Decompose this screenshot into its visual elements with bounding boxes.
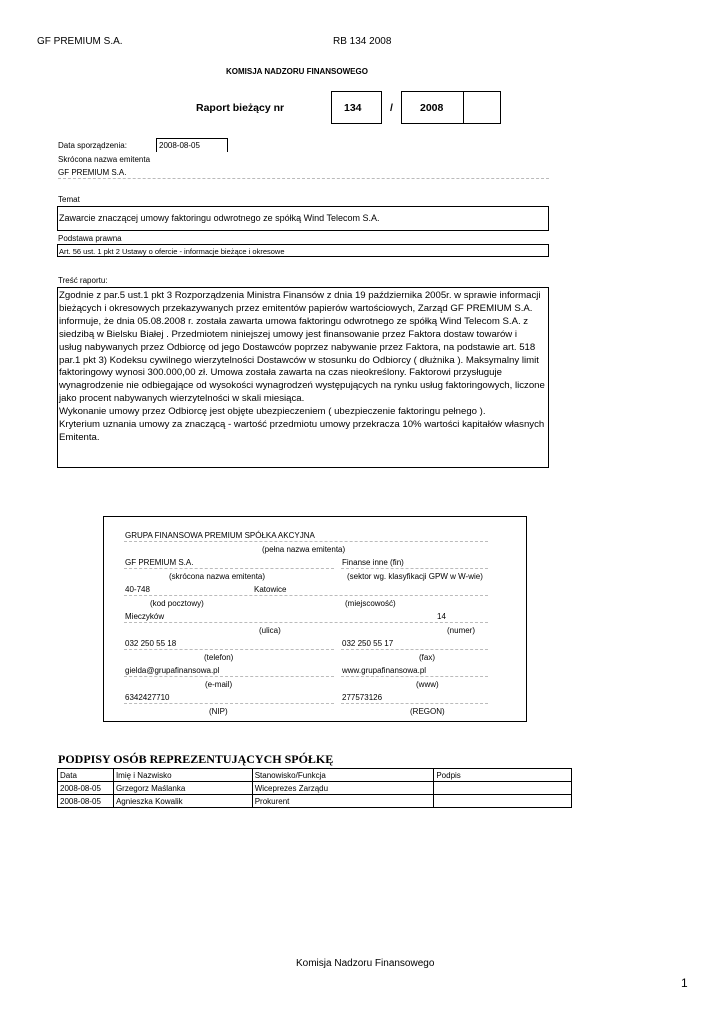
fax-line [341, 649, 488, 650]
report-extra-box [463, 91, 501, 124]
issuer-email-caption: (e-mail) [205, 680, 233, 689]
issuer-street: Mieczyków [125, 612, 165, 621]
issuer-regon: 277573126 [342, 693, 383, 702]
cell-position: Wiceprezes Zarządu [252, 782, 434, 795]
report-year: 2008 [420, 102, 444, 114]
header-cell-date: Data [58, 769, 114, 782]
header-cell-signature: Podpis [434, 769, 572, 782]
issuer-short-name-caption: (skrócona nazwa emitenta) [169, 572, 266, 581]
signatures-table [57, 768, 572, 808]
issuer-www-caption: (www) [416, 680, 439, 689]
regon-line [341, 703, 488, 704]
cell-date: 2008-08-05 [58, 795, 114, 808]
content-line: bieżących i okresowych przekazywanych przez emitentów papierów wartościowych, Zarząd GF PREMIUM S.A. [59, 302, 533, 314]
issuer-sector: Finanse inne (fin) [342, 558, 404, 567]
cell-name: Agnieszka Kowalik [113, 795, 252, 808]
content-line: informuje, że dnia 05.08.2008 r. została zawarta umowa faktoringu odwrotnego ze spółką Wind Telecom S.A. z [59, 315, 529, 327]
issuer-number-caption: (numer) [447, 626, 476, 635]
issuer-phone-caption: (telefon) [204, 653, 234, 662]
sector-line [341, 568, 488, 569]
www-line [341, 676, 488, 677]
authority-title: KOMISJA NADZORU FINANSOWEGO [226, 67, 368, 76]
email-line [124, 676, 334, 677]
full-name-underline [124, 541, 488, 542]
page-header-report-ref: RB 134 2008 [333, 36, 392, 47]
issuer-city-caption: (miejscowość) [345, 599, 396, 608]
content-line: Kryterium uznania umowy za znaczącą - wartość przedmiotu umowy przekracza 10% wartości kapitałów własnych [59, 419, 545, 431]
signatures-header-row [58, 769, 572, 782]
issuer-phone: 032 250 55 18 [125, 639, 177, 648]
content-line: faktoringowy wynosi 300.000,00 zł. Umowa została zawarta na czas nieokreślony. Faktorowi przysługuje [59, 367, 502, 379]
issuer-email: gielda@grupafinansowa.pl [125, 666, 220, 675]
table-row [58, 782, 572, 795]
issuer-short-name: GF PREMIUM S.A. [125, 558, 194, 567]
content-line: Zgodnie z par.5 ust.1 pkt 3 Rozporządzenia Ministra Finansów z dnia 19 października 2005r. w sprawie informacji [59, 290, 541, 301]
issuer-postal-code: 40-748 [125, 585, 150, 594]
table-row [58, 795, 572, 808]
cell-date: 2008-08-05 [58, 782, 114, 795]
report-slash: / [390, 102, 393, 114]
issuer-full-name: GRUPA FINANSOWA PREMIUM SPÓŁKA AKCYJNA [125, 531, 315, 540]
issuer-full-name-caption: (pełna nazwa emitenta) [262, 545, 346, 554]
phone-line [124, 649, 334, 650]
content-line: usług nabywanych przez Odbiorcę od jego Dostawców poprzez nabywanie przez Faktora, na podstawie art. 518 [59, 341, 536, 353]
header-cell-name: Imię i Nazwisko [113, 769, 252, 782]
issuer-nip-caption: (NIP) [209, 707, 228, 716]
content-label: Treść raportu: [58, 276, 108, 285]
date-value: 2008-08-05 [159, 141, 200, 150]
content-line: siedzibą w Bielsku Białej . Przedmiotem niniejszej umowy jest finansowanie przez Faktora dostaw towarów i [59, 328, 518, 340]
page-header-company: GF PREMIUM S.A. [37, 36, 123, 47]
subject-label: Temat [58, 195, 80, 204]
footer-text: Komisja Nadzoru Finansowego [296, 958, 435, 969]
cell-signature [434, 782, 572, 795]
legal-basis-value: Art. 56 ust. 1 pkt 2 Ustawy o ofercie - informacje bieżące i okresowe [59, 247, 285, 256]
issuer-number: 14 [437, 612, 446, 621]
issuer-regon-caption: (REGON) [410, 707, 445, 716]
nip-line [124, 703, 334, 704]
issuer-street-caption: (ulica) [259, 626, 281, 635]
content-line: Emitenta. [59, 431, 100, 443]
short-name-line [124, 568, 334, 569]
signatures-title: PODPISY OSÓB REPREZENTUJĄCYCH SPÓŁKĘ [58, 752, 334, 766]
subject-value: Zawarcie znaczącej umowy faktoringu odwrotnego ze spółką Wind Telecom S.A. [59, 213, 380, 223]
short-name-underline [58, 178, 549, 179]
content-line: jako procent nabywanych wierzytelności w skali miesiąca. [59, 393, 305, 405]
cell-signature [434, 795, 572, 808]
header-cell-position: Stanowisko/Funkcja [252, 769, 434, 782]
content-line: par.1 pkt 3) Kodeksu cywilnego wierzytelności Dostawców w stosunku do Odbiorcy ( dłużnika ). Maksymalny limit [59, 354, 539, 366]
report-number: 134 [344, 102, 362, 114]
issuer-fax-caption: (fax) [419, 653, 435, 662]
page-number: 1 [681, 976, 688, 990]
issuer-postal-code-caption: (kod pocztowy) [150, 599, 204, 608]
short-name-value: GF PREMIUM S.A. [58, 168, 127, 177]
content-line: Wykonanie umowy przez Odbiorcę jest objęte ubezpieczeniem ( ubezpieczenie faktoringu pełnego ). [59, 406, 486, 418]
date-label: Data sporządzenia: [58, 141, 127, 150]
issuer-nip: 6342427710 [125, 693, 170, 702]
content-line: wynagrodzenie nie odbiegające od wysokości wynagrodzeń występujących na rynku usług faktoringowych, liczone [59, 380, 545, 392]
issuer-city: Katowice [254, 585, 287, 594]
report-label: Raport bieżący nr [196, 102, 285, 114]
issuer-sector-caption: (sektor wg. klasyfikacji GPW w W-wie) [347, 572, 483, 581]
issuer-fax: 032 250 55 17 [342, 639, 394, 648]
address-line [124, 595, 488, 596]
cell-name: Grzegorz Maślanka [113, 782, 252, 795]
street-line [124, 622, 488, 623]
cell-position: Prokurent [252, 795, 434, 808]
legal-basis-label: Podstawa prawna [58, 234, 122, 243]
content-text [59, 290, 545, 445]
short-name-label: Skrócona nazwa emitenta [58, 155, 151, 164]
issuer-www: www.grupafinansowa.pl [342, 666, 427, 675]
